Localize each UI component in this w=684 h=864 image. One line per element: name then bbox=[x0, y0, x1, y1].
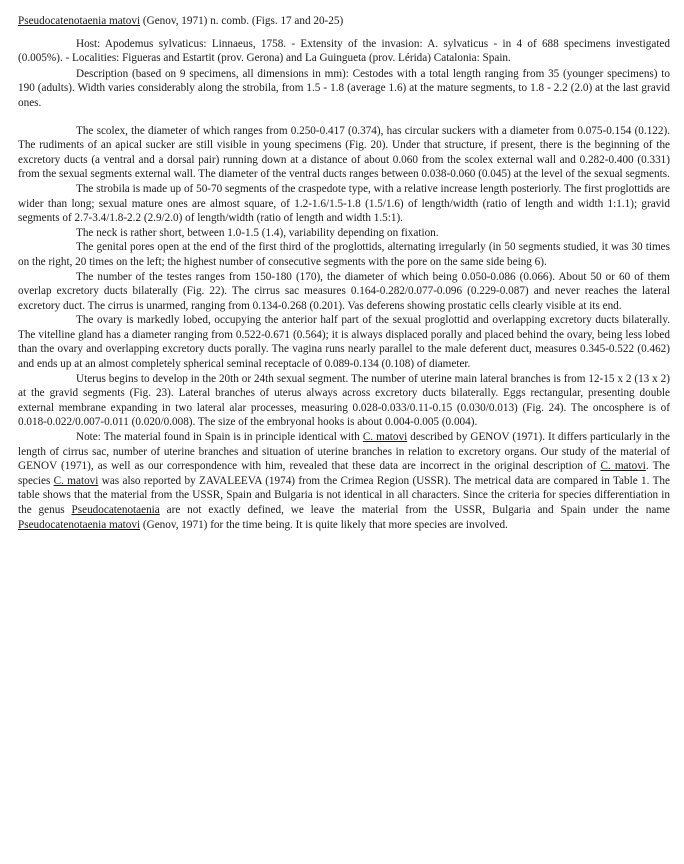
species-ref: C. matovi bbox=[53, 474, 99, 487]
note-text: . The species bbox=[18, 460, 670, 487]
host-paragraph: Host: Apodemus sylvaticus: Linnaeus, 1758. - Extensity of the invasion: A. sylvaticus - in 4 of 688 specimens investigated (0.005%). - Localities: Figueras and Estartit (prov. Gerona) and La Guingueta (prov. Lérida) Catalonia: Spain. bbox=[18, 37, 670, 65]
note-text: Note: The material found in Spain is in principle identical with bbox=[76, 431, 363, 444]
species-authority: (Genov, 1971) n. comb. (Figs. 17 and 20-25) bbox=[140, 15, 344, 27]
genital-pores-paragraph: The genital pores open at the end of the first third of the proglottids, alternating irregularly (in 50 segments studied, it was 30 times on the right, 20 times on the left; the highest number of consecutive segments with the pore on the same side being 6). bbox=[18, 241, 670, 268]
species-ref: Pseudocatenotaenia matovi bbox=[18, 518, 141, 531]
strobila-paragraph: The strobila is made up of 50-70 segments of the craspedote type, with a relative increase length posteriorly. The first proglottids are wider than long; sexual mature ones are almost square, of 1.2-1.6/1.5-1.8 (1.5/1.6) of length/width (ratio of length and width 1:1.1); gravid segments of 2.7-3.4/1.8-2.2 (2.9/2.0) of length/width (ratio of length and width 1.5:1). bbox=[18, 182, 670, 225]
note-text: (Genov, 1971) for the time being. It is quite likely that more species are involved. bbox=[140, 518, 508, 531]
note-paragraph bbox=[18, 430, 670, 532]
ovary-paragraph: The ovary is markedly lobed, occupying the anterior half part of the sexual proglottid and overlapping excretory ducts bilaterally. The vitelline gland has a diameter ranging from 0.522-0.671 (0.564); it is always displaced porally and placed behind the ovary, being less lobed than the ovary and overlapping excretory ducts porally. The vagina runs nearly parallel to the male deferent duct, measures 0.345-0.522 (0.462) and ends up at an almost completely spherical seminal receptacle of 0.089-0.134 (0.108) of diameter. bbox=[18, 314, 670, 371]
note-text: described by GENOV (1971). It differs particularly in the length of cirrus sac, number of uterine branches and situation of uterine branches in relation to excretory organs. Our study of the material of GENOV (1971), as well as our correspondence with him, revealed that these data are incorrect in the original description of bbox=[18, 431, 670, 473]
note-text: are not exactly defined, we leave the material from the USSR, Bulgaria and Spain under the name bbox=[159, 504, 670, 516]
uterus-paragraph: Uterus begins to develop in the 20th or 24th sexual segment. The number of uterine main lateral branches is from 12-15 x 2 (13 x 2) at the gravid segments (Fig. 23). Lateral branches of uterus always across excretory ducts bilaterally. Eggs rectangular, presenting double external membrane expanding in two lateral alar processes, measuring 0.028-0.033/0.11-0.15 (0.030/0.013) (Fig. 24). The oncosphere is of 0.018-0.022/0.007-0.011 (0.020/0.008). The size of the embryonal hooks is about 0.004-0.005 (0.004). bbox=[18, 372, 670, 429]
note-text: was also reported by ZAVALEEVA (1974) from the Crimea Region (USSR). The metrical data are compared in Table 1. The table shows that the material from the USSR, Spain and Bulgaria is not identical in all characters. Since the criteria for species differentiation in the genus bbox=[18, 474, 670, 516]
genus-ref: Pseudocatenotaenia bbox=[71, 504, 160, 516]
scolex-paragraph: The scolex, the diameter of which ranges from 0.250-0.417 (0.374), has circular suckers with a diameter from 0.075-0.154 (0.122). The rudiments of an apical sucker are still visible in young specimens (Fig. 20). Under that structure, if present, there is the beginning of the excretory ducts (a ventral and a dorsal pair) running down at a distance of about 0.060 from the scolex external wall and 0.282-0.400 (0.331) from the sexual segments external wall. The diameter of the ventral ducts ranges between 0.038-0.060 (0.045) at the level of the sexual segments. bbox=[18, 124, 670, 181]
species-name: Pseudocatenotaenia matovi bbox=[18, 15, 141, 27]
neck-paragraph: The neck is rather short, between 1.0-1.5 (1.4), variability depending on fixation. bbox=[76, 226, 439, 239]
species-title bbox=[18, 14, 670, 29]
species-ref: C. matovi bbox=[362, 431, 408, 444]
description-paragraph: Description (based on 9 specimens, all dimensions in mm): Cestodes with a total length ranging from 35 (younger specimens) to 190 (adults). Width varies considerably along the strobila, from 1.5 - 1.8 (average 1.6) at the mature segments, to 1.8 - 2.2 (2.0) at the last gravid ones. bbox=[18, 67, 670, 109]
species-ref: C. matovi bbox=[600, 460, 646, 473]
testes-paragraph: The number of the testes ranges from 150-180 (170), the diameter of which being 0.050-0.086 (0.066). About 50 or 60 of them overlap excretory ducts bilaterally (Fig. 22). The cirrus sac measures 0.164-0.282/0.077-0.096 (0.229-0.087) and never reaches the lateral excretory duct. The cirrus is unarmed, ranging from 0.134-0.268 (0.201). Vas deferens showing prostatic cells clearly visible at its end. bbox=[18, 270, 670, 312]
